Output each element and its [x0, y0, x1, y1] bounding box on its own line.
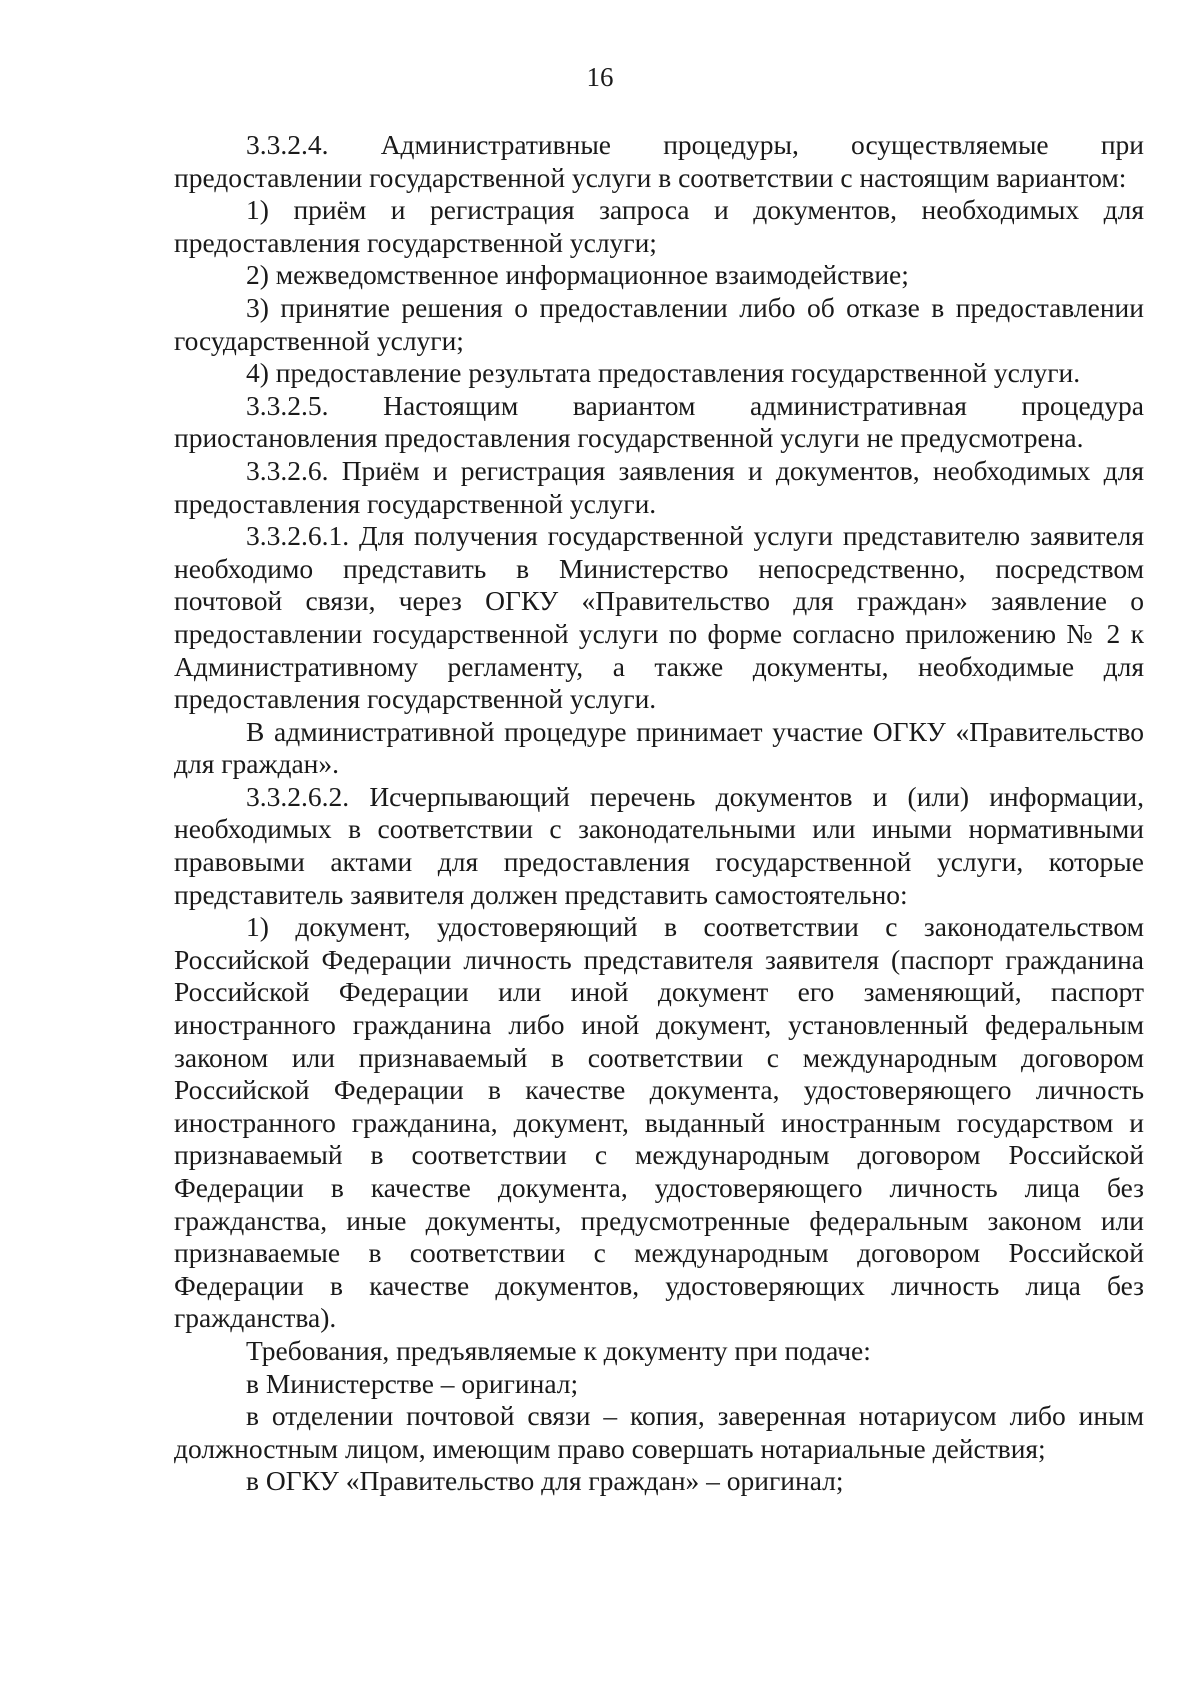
page-number: 16 — [586, 62, 614, 92]
paragraph-3-3-2-6-2: 3.3.2.6.2. Исчерпывающий перечень документов и (или) информации, необходимых в соответствии с законодательными или иными нормативными правовыми актами для предоставления государственной услуги, которые представитель заявителя должен представить самостоятельно: — [174, 780, 1144, 910]
list-item-1-identity-document: 1) документ, удостоверяющий в соответствии с законодательством Российской Федерации личность представителя заявителя (паспорт гражданина Российской Федерации или иной документ его заменяющий, паспорт иностранного гражданина либо иной документ, установленный федеральным законом или признаваемый в соответствии с международным договором Российской Федерации в качестве документа, удостоверяющего личность иностранного гражданина, документ, выданный иностранным государством и признаваемый в соответствии с международным договором Российской Федерации в качестве документа, удостоверяющего личность лица без гражданства, иные документы, предусмотренные федеральным законом или признаваемые в соответствии с международным договором Российской Федерации в качестве документов, удостоверяющих личность лица без гражданства). — [174, 911, 1144, 1334]
paragraph-3-3-2-4: 3.3.2.4. Административные процедуры, осуществляемые при предоставлении государственной услуги в соответствии с настоящим вариантом: — [174, 129, 1144, 193]
list-item-1-reception-registration: 1) приём и регистрация запроса и документов, необходимых для предоставления государственной услуги; — [174, 194, 1144, 258]
paragraph-procedure-participant: В административной процедуре принимает участие ОГКУ «Правительство для граждан». — [174, 715, 1144, 780]
requirement-ministry: в Министерстве – оригинал; — [246, 1367, 579, 1399]
paragraph-requirements: Требования, предъявляемые к документу при подаче: — [246, 1334, 871, 1366]
requirement-ogku: в ОГКУ «Правительство для граждан» – оригинал; — [246, 1465, 844, 1497]
list-item-2-interagency-interaction: 2) межведомственное информационное взаимодействие; — [246, 259, 909, 291]
document-body — [174, 129, 1144, 1498]
paragraph-3-3-2-6-1: 3.3.2.6.1. Для получения государственной услуги представителю заявителя необходимо представить в Министерство непосредственно, посредством почтовой связи, через ОГКУ «Правительство для граждан» заявление о предоставлении государственной услуги по форме согласно приложению № 2 к Административному регламенту, а также документы, необходимые для предоставления государственной услуги. — [174, 520, 1144, 715]
paragraph-3-3-2-6: 3.3.2.6. Приём и регистрация заявления и документов, необходимых для предоставления государственной услуги. — [174, 454, 1144, 519]
requirement-post-office: в отделении почтовой связи – копия, заверенная нотариусом либо иным должностным лицом, имеющим право совершать нотариальные действия; — [174, 1400, 1144, 1464]
paragraph-3-3-2-5: 3.3.2.5. Настоящим вариантом административная процедура приостановления предоставления государственной услуги не предусмотрена. — [174, 389, 1144, 454]
list-item-4-result: 4) предоставление результата предоставления государственной услуги. — [246, 357, 1081, 389]
list-item-3-decision: 3) принятие решения о предоставлении либо об отказе в предоставлении государственной услуги; — [174, 291, 1144, 356]
